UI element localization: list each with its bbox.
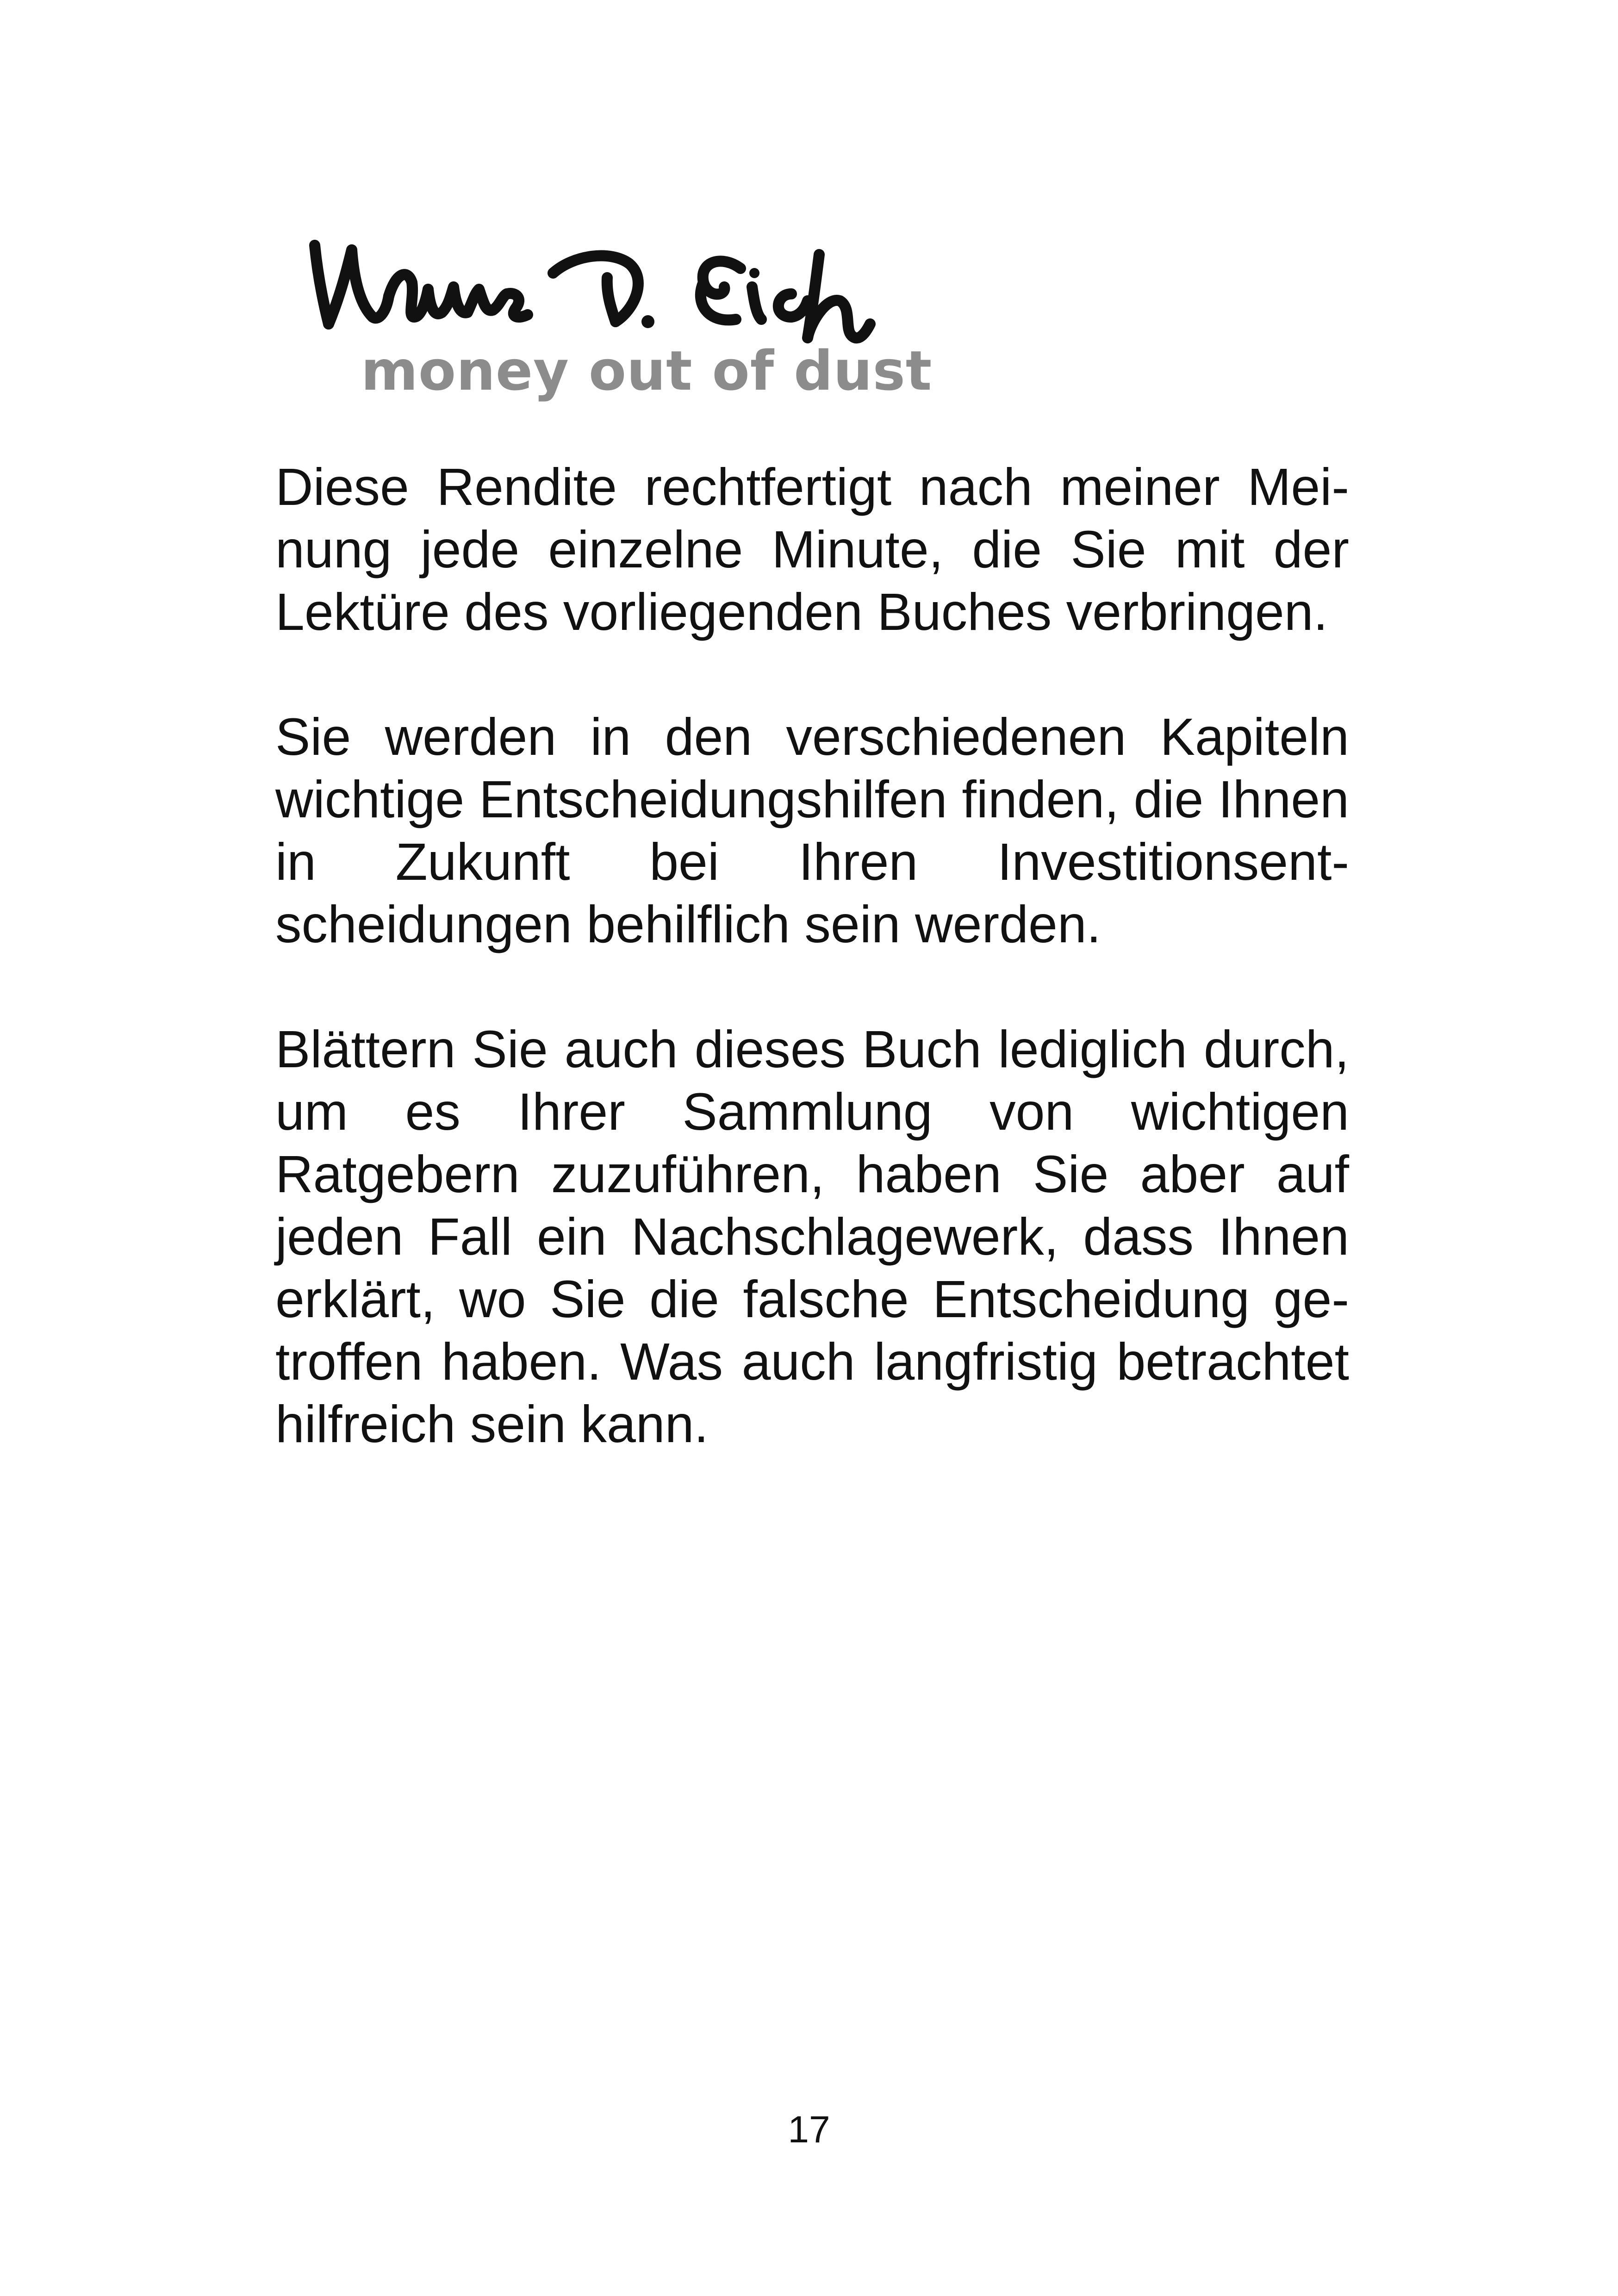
main-text <box>275 456 1349 1518</box>
tagline: money out of dust <box>361 339 933 403</box>
paragraph-3: Blättern Sie auch dieses Buch lediglich durch, um es Ihrer Sammlung von wichtigen Ratgebern zuzuführen, haben Sie aber auf jeden Fall ein Nachschlagewerk, dass Ihnen erklärt, wo Sie die falsche Entscheidung getroffen haben. Was auch langfristig betrachtet hilfreich sein kann. <box>275 1020 1349 1453</box>
author-logo <box>296 218 944 421</box>
paragraph-1: Diese Rendite rechtfertigt nach meiner Meinung jede einzelne Minute, die Sie mit der Lektüre des vorliegenden Buches verbringen. <box>275 458 1349 641</box>
paragraph-2: Sie werden in den verschiedenen Kapiteln wichtige Entscheidungshilfen finden, die Ihnen in Zukunft bei Ihren Investitionsentscheidungen behilflich sein werden. <box>275 708 1349 953</box>
page-number: 17 <box>788 2109 830 2151</box>
